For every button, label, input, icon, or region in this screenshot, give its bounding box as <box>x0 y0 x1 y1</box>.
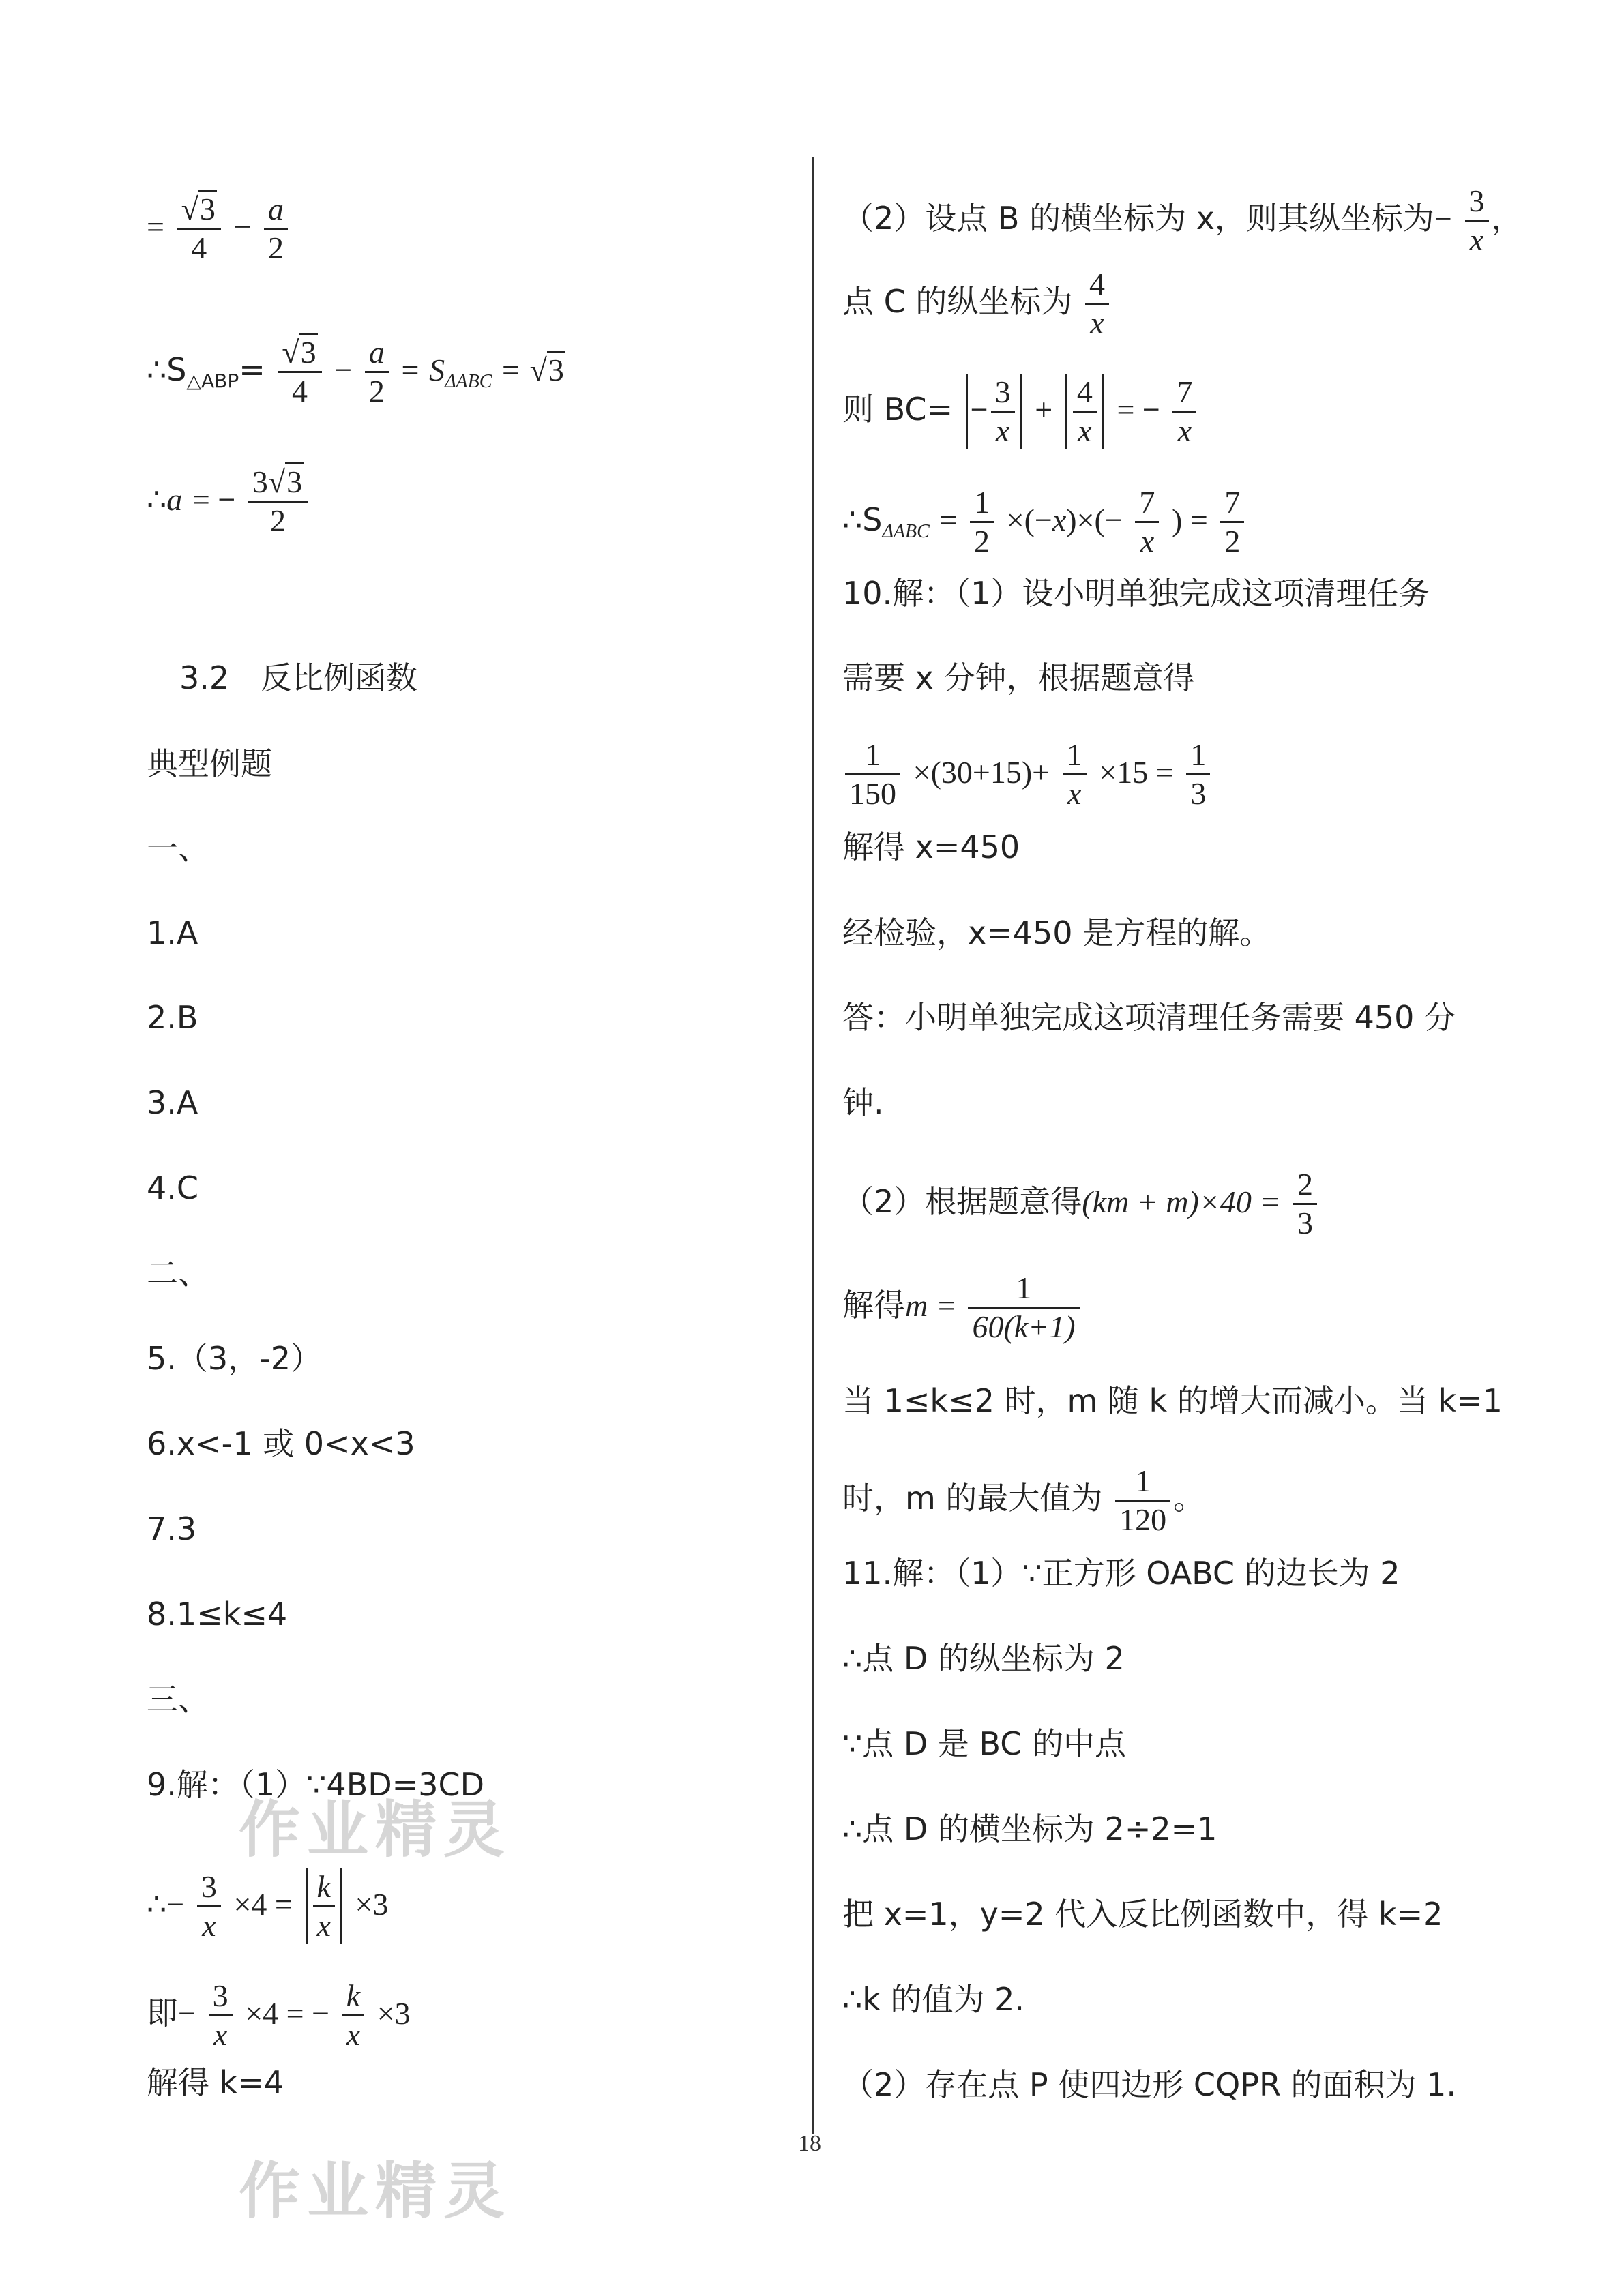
q10-text: 10.解：（1）设小明单独完成这项清理任务 <box>842 575 1430 612</box>
answer-item: 8.1≤k≤4 <box>147 1596 288 1632</box>
fraction: $\frac{√3}{4}$ <box>177 191 221 267</box>
q11-text: ∴点 D 的横坐标为 2÷2=1 <box>842 1810 1217 1847</box>
part-heading: 二、 <box>147 1255 209 1292</box>
left-line-q9-eq1: ∴− $\frac{3}{x}$ ×4 = $\frac{k}{x}$ ×3 <box>147 1869 389 1943</box>
q10-part2: （2）根据题意得(km + m)×40 = $\frac{2}{3}$ <box>842 1166 1320 1242</box>
watermark: 作业精灵 <box>239 1794 512 1866</box>
q10-solve-m: 解得m = $\frac{1}{60(k+1)}$ <box>842 1270 1082 1345</box>
q10-text: 解得 x=450 <box>842 829 1020 865</box>
answer-item: 3.A <box>147 1084 198 1121</box>
q10-max: 时，m 的最大值为 $\frac{1}{120}$ 。 <box>842 1463 1205 1537</box>
answer-item: 6.x<-1 或 0<x<3 <box>147 1425 415 1462</box>
left-line-s-abp: $\therefore S_{\triangle ABP}=$ $\frac{√3}{4}$ − $\frac{a}{2}$ = $S_{\Delta ABC} = √3$ <box>147 334 565 410</box>
right-line-1: （2）设点 B 的横坐标为 x，则其纵坐标为− $\frac{3}{x}$ ， <box>842 183 1523 257</box>
subtitle: 典型例题 <box>147 745 272 782</box>
answer-item: 9.解：（1）∵4BD=3CD <box>147 1766 485 1803</box>
q11-text: ∴k 的值为 2. <box>842 1981 1025 2018</box>
q10-text: 答：小明单独完成这项清理任务需要 450 分 <box>842 999 1456 1036</box>
left-line-a-result: ∴a = − $\frac{3√3}{2}$ <box>147 464 310 539</box>
watermark: 作业精灵 <box>239 2156 512 2227</box>
q11-text: 把 x=1，y=2 代入反比例函数中，得 k=2 <box>842 1896 1443 1933</box>
right-line-area: $\therefore S_{\Delta ABC}$ = $\frac{1}{2}$ ×(−x)×(− $\frac{7}{x}$ ) = $\frac{7}{2}$ <box>842 484 1247 560</box>
q10-equation: $\frac{1}{150}$ ×(30+15)+ $\frac{1}{x}$ ×15 = $\frac{1}{3}$ <box>842 736 1213 812</box>
answer-item: 2.B <box>147 999 198 1036</box>
column-divider <box>812 157 814 2134</box>
left-line-q9-eq2: 即− $\frac{3}{x}$ ×4 = − $\frac{k}{x}$ ×3 <box>147 1978 411 2052</box>
q11-text: （2）存在点 P 使四边形 CQPR 的面积为 1. <box>842 2066 1457 2103</box>
part-heading: 三、 <box>147 1681 209 1718</box>
answer-item: 1.A <box>147 914 198 951</box>
answer-item: 4.C <box>147 1169 199 1206</box>
part-heading: 一、 <box>147 830 209 867</box>
right-line-2: 点 C 的纵坐标为 $\frac{4}{x}$ <box>842 266 1112 342</box>
answer-item: 7.3 <box>147 1510 197 1547</box>
section-title: 3.2 反比例函数 <box>179 659 418 696</box>
q11-text: 11.解：（1）∵正方形 OABC 的边长为 2 <box>842 1555 1400 1592</box>
q11-text: ∵点 D 是 BC 的中点 <box>842 1725 1127 1762</box>
q11-text: ∴点 D 的纵坐标为 2 <box>842 1640 1125 1677</box>
answer-item: 解得 k=4 <box>147 2064 284 2101</box>
page-number: 18 <box>798 2131 821 2156</box>
q10-text: 当 1≤k≤2 时，m 随 k 的增大而减小。当 k=1 <box>842 1382 1503 1419</box>
answer-item: 5.（3，-2） <box>147 1340 323 1377</box>
q10-text: 经检验，x=450 是方程的解。 <box>842 914 1271 951</box>
left-line-1: = $\frac{√3}{4}$ − $\frac{a}{2}$ <box>147 191 291 267</box>
q10-text: 钟. <box>842 1084 884 1121</box>
q10-text: 需要 x 分钟，根据题意得 <box>842 659 1195 696</box>
right-line-bc: 则 BC= − $\frac{3}{x}$ + $\frac{4}{x}$ = − $\frac{7}{x}$ <box>842 374 1199 449</box>
fraction: $\frac{a}{2}$ <box>264 191 288 267</box>
